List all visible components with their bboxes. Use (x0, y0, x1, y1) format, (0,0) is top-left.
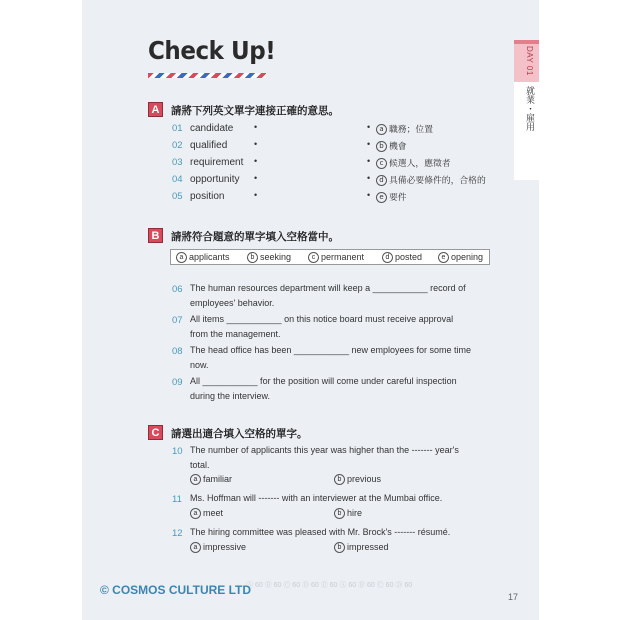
match-dot-right[interactable]: • (367, 173, 371, 183)
multiple-choice-question: The number of applicants this year was higher than the ------- year's total. (190, 445, 459, 470)
match-dot-right[interactable]: • (367, 156, 371, 166)
item-number: 05 (172, 191, 183, 202)
section-c-instruction: 請選出適合填入空格的單字。 (171, 428, 308, 440)
choice-b[interactable]: b hire (334, 508, 362, 519)
match-dot-left[interactable]: • (254, 173, 258, 183)
copyright-watermark: © COSMOS CULTURE LTD (100, 583, 252, 597)
vocab-word: candidate (190, 123, 234, 134)
item-number: 04 (172, 174, 183, 185)
page-margin (539, 0, 620, 620)
question-number: 12 (172, 528, 183, 539)
page-number: 17 (508, 592, 519, 602)
fill-in-question: The human resources department will keep a ___________ record of employees' behavior. (190, 283, 466, 308)
section-b-badge: B (148, 228, 163, 243)
item-number: 02 (172, 140, 183, 151)
match-dot-left[interactable]: • (254, 122, 258, 132)
meaning-option: a 職務；位置 (376, 122, 433, 135)
meaning-option: c 候選人，應徵者 (376, 156, 451, 169)
match-dot-right[interactable]: • (367, 122, 371, 132)
choice-b[interactable]: b previous (334, 474, 381, 485)
question-number: 08 (172, 346, 183, 357)
word-bank-option: c permanent (308, 252, 364, 263)
match-dot-left[interactable]: • (254, 156, 258, 166)
question-number: 07 (172, 315, 183, 326)
section-a-instruction: 請將下列英文單字連接正確的意思。 (171, 105, 339, 117)
word-bank-option: d posted (382, 252, 422, 263)
question-number: 11 (172, 494, 182, 505)
fill-in-question: The head office has been ___________ new employees for some time now. (190, 345, 472, 370)
vocab-word: qualified (190, 140, 228, 151)
word-bank-option: a applicants (176, 252, 230, 263)
fill-in-question: All ___________ for the position will come under careful inspection during the interview. (190, 376, 457, 401)
vocab-word: opportunity (190, 174, 240, 185)
section-a-badge: A (148, 102, 163, 117)
item-number: 01 (172, 123, 183, 134)
item-number: 03 (172, 157, 183, 168)
title-underline-stripe (148, 73, 266, 78)
meaning-option: b 機會 (376, 139, 407, 152)
vocab-word: position (190, 191, 225, 202)
fill-in-question: All items ___________ on this notice board must receive approval from the management. (190, 314, 454, 339)
choice-a[interactable]: a meet (190, 508, 223, 519)
choice-b[interactable]: b impressed (334, 542, 389, 553)
match-dot-right[interactable]: • (367, 139, 371, 149)
choice-a[interactable]: a impressive (190, 542, 246, 553)
vocab-word: requirement (190, 157, 244, 168)
question-number: 10 (172, 446, 183, 457)
section-c-badge: C (148, 425, 163, 440)
meaning-option: d 具備必要條件的，合格的 (376, 173, 486, 186)
multiple-choice-question: The hiring committee was pleased with Mr. Brock's ------- résumé. (190, 527, 451, 537)
section-b-instruction: 請將符合題意的單字填入空格當中。 (171, 231, 339, 243)
word-bank-option: b seeking (247, 252, 291, 263)
answer-key-faint: Ⓐ 60 Ⓑ 60 Ⓒ 60 Ⓓ 60 Ⓔ 60 Ⓐ 60 Ⓑ 60 Ⓒ 60 Ⓓ 60 (246, 582, 413, 589)
question-number: 09 (172, 377, 183, 388)
multiple-choice-question: Ms. Hoffman will ------- with an interviewer at the Mumbai office. (190, 493, 443, 503)
match-dot-right[interactable]: • (367, 190, 371, 200)
day-label: DAY 01 (525, 46, 534, 76)
chapter-subject: 就業・雇用 (524, 86, 534, 131)
page-title: Check Up! (148, 36, 276, 65)
word-bank-option: e opening (438, 252, 483, 263)
choice-a[interactable]: a familiar (190, 474, 232, 485)
match-dot-left[interactable]: • (254, 190, 258, 200)
match-dot-left[interactable]: • (254, 139, 258, 149)
question-number: 06 (172, 284, 183, 295)
meaning-option: e 要件 (376, 190, 407, 203)
